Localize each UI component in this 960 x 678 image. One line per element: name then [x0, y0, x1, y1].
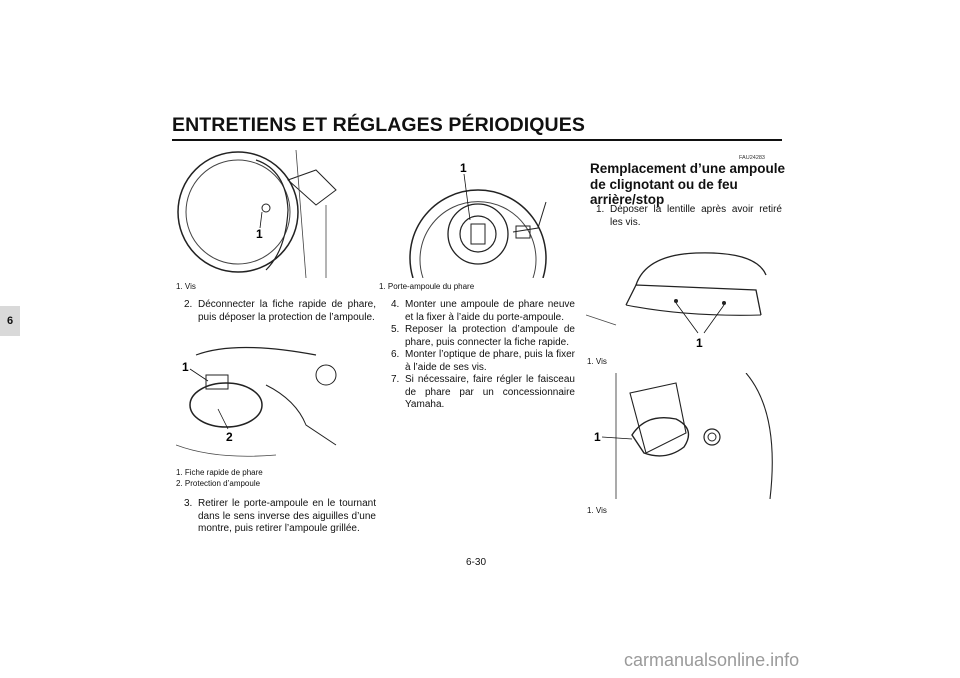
step-5 — [391, 324, 575, 349]
caption-line: 1. Vis — [587, 506, 607, 515]
figure-headlight-screw — [176, 150, 372, 278]
step-number: 6. — [391, 349, 400, 360]
step-text: Monter l’optique de phare, puis la fixer à l’aide de ses vis. — [405, 349, 575, 373]
caption-line: 1. Vis — [587, 357, 607, 366]
step-text: Si nécessaire, faire régler le faisceau de phare par un concessionnaire Yamaha. — [405, 374, 575, 410]
figure-taillight-screws — [586, 245, 780, 353]
bulb-holder-illustration — [378, 152, 578, 278]
step-text: Retirer le porte-ampoule en le tournant dans le sens inverse des aiguilles d’une montre, puis retirer l’ampoule grillée. — [198, 498, 376, 534]
step-number: 3. — [184, 498, 193, 509]
step-text: Monter une ampoule de phare neuve et la fixer à l’aide du porte-ampoule. — [405, 299, 575, 323]
step-2 — [184, 299, 376, 324]
figure-caption — [587, 356, 607, 367]
figure-bulb-cover — [176, 345, 372, 463]
page-header-title: ENTRETIENS ET RÉGLAGES PÉRIODIQUES — [172, 114, 585, 136]
step-3 — [184, 498, 376, 536]
step-number: 5. — [391, 324, 400, 335]
bulb-cover-illustration — [176, 345, 372, 463]
caption-line: 1. Porte-ampoule du phare — [379, 282, 475, 291]
figure-caption — [176, 467, 263, 489]
watermark: carmanualsonline.info — [624, 650, 800, 670]
taillight-screws-illustration — [586, 245, 780, 353]
headlight-screw-illustration — [176, 150, 372, 278]
figure-callout-1: 1 — [182, 360, 189, 374]
caption-line: 1. Vis — [176, 282, 196, 291]
step-text: Reposer la protection d’ampoule de phare, puis connecter la fiche rapide. — [405, 324, 575, 348]
figure-callout: 1 — [696, 336, 703, 350]
step-number: 2. — [184, 299, 193, 310]
turn-signal-illustration — [586, 373, 780, 499]
step-number: 1. — [596, 204, 605, 215]
figure-bulb-holder — [378, 152, 578, 278]
figure-caption — [379, 281, 474, 292]
figure-callout: 1 — [256, 227, 263, 241]
caption-line: 2. Protection d’ampoule — [176, 479, 261, 488]
step-text: Déconnecter la fiche rapide de phare, puis déposer la protection de l’ampoule. — [198, 299, 376, 323]
figure-turn-signal-screw — [586, 373, 780, 499]
step-4 — [391, 299, 575, 324]
step-number: 7. — [391, 374, 400, 385]
chapter-tab: 6 — [0, 306, 20, 336]
figure-caption — [176, 281, 196, 292]
step-7 — [391, 374, 575, 412]
figure-callout: 1 — [594, 430, 601, 444]
step-number: 4. — [391, 299, 400, 310]
header-rule — [172, 139, 782, 141]
section-code: FAU24283 — [739, 155, 765, 161]
step-6 — [391, 349, 575, 374]
figure-caption — [587, 505, 607, 516]
caption-line: 1. Fiche rapide de phare — [176, 468, 263, 477]
section-title: Remplacement d’une ampoule de clignotant ou de feu arrière/stop — [590, 161, 786, 207]
page-number: 6-30 — [466, 557, 487, 568]
step-r1 — [596, 204, 782, 229]
figure-callout-2: 2 — [226, 430, 233, 444]
step-text: Déposer la lentille après avoir retiré les vis. — [610, 204, 782, 228]
figure-callout: 1 — [460, 161, 467, 175]
